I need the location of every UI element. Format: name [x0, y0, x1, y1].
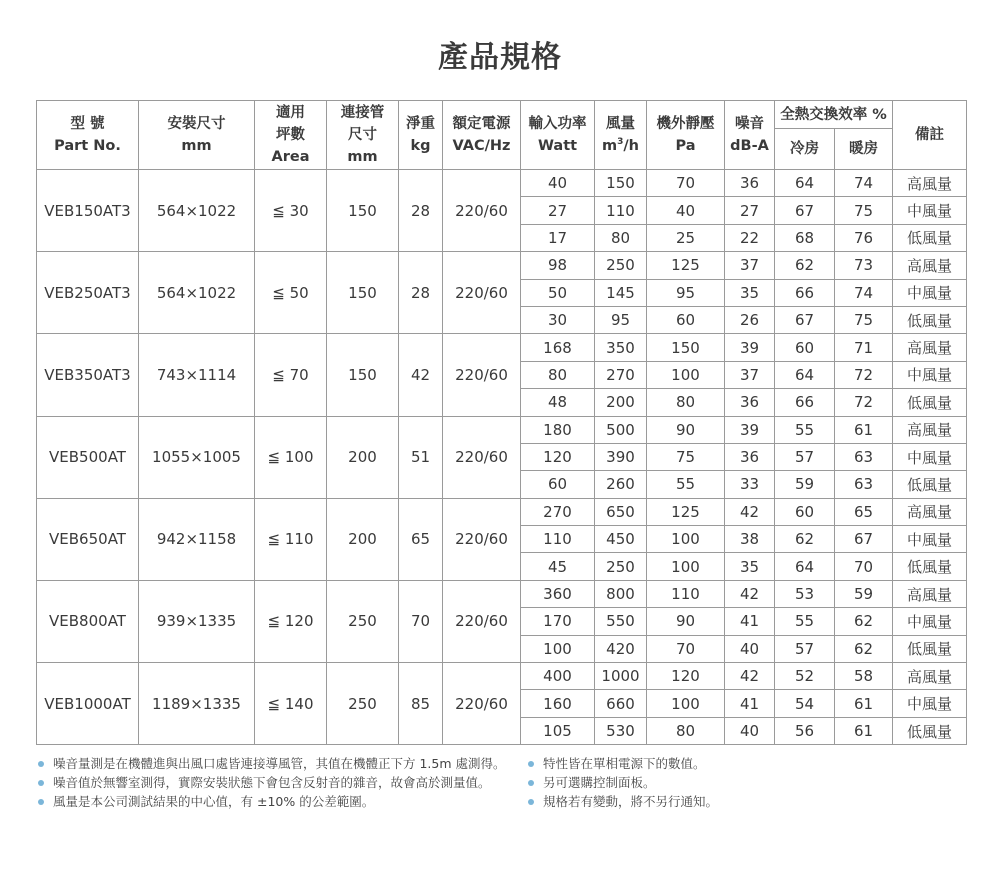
noise-cell: 36 [725, 443, 775, 470]
heating-cell: 71 [835, 334, 893, 361]
power-cell: 220/60 [443, 663, 521, 745]
weight-cell: 70 [399, 580, 443, 662]
remarks-cell: 低風量 [893, 553, 967, 580]
model-cell: VEB1000AT [37, 663, 139, 745]
heating-cell: 61 [835, 717, 893, 744]
airflow-cell: 390 [595, 443, 647, 470]
cooling-cell: 66 [775, 279, 835, 306]
header-heating: 暖房 [835, 129, 893, 170]
remarks-cell: 低風量 [893, 635, 967, 662]
cooling-cell: 66 [775, 389, 835, 416]
remarks-cell: 高風量 [893, 252, 967, 279]
notes-right [528, 754, 718, 811]
input-power-cell: 45 [521, 553, 595, 580]
airflow-cell: 660 [595, 690, 647, 717]
static-pressure-cell: 80 [647, 389, 725, 416]
note-item: 噪音量測是在機體進與出風口處皆連接導風管，其值在機體正下方 1.5m 處測得。 [38, 754, 506, 773]
header-efficiency: 全熱交換效率 % [775, 101, 893, 129]
noise-cell: 39 [725, 416, 775, 443]
remarks-cell: 低風量 [893, 389, 967, 416]
heating-cell: 74 [835, 279, 893, 306]
static-pressure-cell: 110 [647, 580, 725, 607]
header-weight: 淨重 kg [399, 101, 443, 170]
noise-cell: 40 [725, 635, 775, 662]
note-item: 規格若有變動，將不另行通知。 [528, 792, 718, 811]
cooling-cell: 67 [775, 306, 835, 333]
noise-cell: 27 [725, 197, 775, 224]
page-title: 產品規格 [438, 40, 562, 75]
area-cell: ≦ 50 [255, 252, 327, 334]
input-power-cell: 100 [521, 635, 595, 662]
table-row [37, 663, 967, 690]
heating-cell: 63 [835, 471, 893, 498]
noise-cell: 41 [725, 608, 775, 635]
area-cell: ≦ 110 [255, 498, 327, 580]
header-cooling: 冷房 [775, 129, 835, 170]
static-pressure-cell: 100 [647, 526, 725, 553]
static-pressure-cell: 55 [647, 471, 725, 498]
heating-cell: 75 [835, 306, 893, 333]
static-pressure-cell: 100 [647, 553, 725, 580]
input-power-cell: 270 [521, 498, 595, 525]
cooling-cell: 56 [775, 717, 835, 744]
remarks-cell: 高風量 [893, 580, 967, 607]
weight-cell: 28 [399, 252, 443, 334]
noise-cell: 26 [725, 306, 775, 333]
remarks-cell: 低風量 [893, 306, 967, 333]
table-row [37, 416, 967, 443]
noise-cell: 33 [725, 471, 775, 498]
airflow-cell: 350 [595, 334, 647, 361]
power-cell: 220/60 [443, 580, 521, 662]
note-item: 特性皆在單相電源下的數值。 [528, 754, 718, 773]
power-cell: 220/60 [443, 170, 521, 252]
heating-cell: 62 [835, 608, 893, 635]
airflow-cell: 250 [595, 553, 647, 580]
airflow-cell: 145 [595, 279, 647, 306]
size-cell: 564×1022 [139, 170, 255, 252]
pipe-cell: 250 [327, 663, 399, 745]
input-power-cell: 180 [521, 416, 595, 443]
airflow-cell: 500 [595, 416, 647, 443]
remarks-cell: 中風量 [893, 443, 967, 470]
cooling-cell: 53 [775, 580, 835, 607]
remarks-cell: 中風量 [893, 690, 967, 717]
remarks-cell: 低風量 [893, 224, 967, 251]
static-pressure-cell: 80 [647, 717, 725, 744]
noise-cell: 39 [725, 334, 775, 361]
airflow-cell: 260 [595, 471, 647, 498]
input-power-cell: 105 [521, 717, 595, 744]
static-pressure-cell: 25 [647, 224, 725, 251]
model-cell: VEB150AT3 [37, 170, 139, 252]
input-power-cell: 110 [521, 526, 595, 553]
table-row [37, 170, 967, 197]
input-power-cell: 400 [521, 663, 595, 690]
cooling-cell: 68 [775, 224, 835, 251]
cooling-cell: 64 [775, 170, 835, 197]
area-cell: ≦ 140 [255, 663, 327, 745]
remarks-cell: 中風量 [893, 361, 967, 388]
heating-cell: 75 [835, 197, 893, 224]
model-cell: VEB650AT [37, 498, 139, 580]
remarks-cell: 高風量 [893, 416, 967, 443]
area-cell: ≦ 100 [255, 416, 327, 498]
noise-cell: 35 [725, 279, 775, 306]
remarks-cell: 低風量 [893, 717, 967, 744]
cooling-cell: 55 [775, 608, 835, 635]
airflow-cell: 650 [595, 498, 647, 525]
airflow-cell: 270 [595, 361, 647, 388]
noise-cell: 36 [725, 170, 775, 197]
noise-cell: 37 [725, 361, 775, 388]
table-row [37, 580, 967, 607]
airflow-cell: 800 [595, 580, 647, 607]
size-cell: 939×1335 [139, 580, 255, 662]
pipe-cell: 150 [327, 170, 399, 252]
size-cell: 1055×1005 [139, 416, 255, 498]
area-cell: ≦ 30 [255, 170, 327, 252]
model-cell: VEB800AT [37, 580, 139, 662]
airflow-cell: 110 [595, 197, 647, 224]
cooling-cell: 55 [775, 416, 835, 443]
cooling-cell: 64 [775, 553, 835, 580]
cooling-cell: 62 [775, 526, 835, 553]
heating-cell: 67 [835, 526, 893, 553]
remarks-cell: 高風量 [893, 498, 967, 525]
heating-cell: 61 [835, 416, 893, 443]
size-cell: 1189×1335 [139, 663, 255, 745]
static-pressure-cell: 90 [647, 416, 725, 443]
airflow-cell: 200 [595, 389, 647, 416]
noise-cell: 40 [725, 717, 775, 744]
noise-cell: 36 [725, 389, 775, 416]
model-cell: VEB350AT3 [37, 334, 139, 416]
header-remarks: 備註 [893, 101, 967, 170]
input-power-cell: 17 [521, 224, 595, 251]
input-power-cell: 30 [521, 306, 595, 333]
remarks-cell: 低風量 [893, 471, 967, 498]
cooling-cell: 67 [775, 197, 835, 224]
input-power-cell: 27 [521, 197, 595, 224]
airflow-cell: 450 [595, 526, 647, 553]
remarks-cell: 高風量 [893, 334, 967, 361]
bullet-icon [528, 761, 534, 767]
model-cell: VEB500AT [37, 416, 139, 498]
noise-cell: 42 [725, 580, 775, 607]
heating-cell: 73 [835, 252, 893, 279]
airflow-cell: 250 [595, 252, 647, 279]
airflow-cell: 95 [595, 306, 647, 333]
static-pressure-cell: 100 [647, 690, 725, 717]
static-pressure-cell: 125 [647, 252, 725, 279]
weight-cell: 85 [399, 663, 443, 745]
weight-cell: 28 [399, 170, 443, 252]
spec-table-body [37, 170, 967, 745]
cooling-cell: 60 [775, 334, 835, 361]
airflow-cell: 150 [595, 170, 647, 197]
header-noise: 噪音 dB-A [725, 101, 775, 170]
static-pressure-cell: 100 [647, 361, 725, 388]
noise-cell: 42 [725, 663, 775, 690]
heating-cell: 76 [835, 224, 893, 251]
bullet-icon [528, 780, 534, 786]
heating-cell: 58 [835, 663, 893, 690]
weight-cell: 51 [399, 416, 443, 498]
size-cell: 564×1022 [139, 252, 255, 334]
header-pipe: 連接管 尺寸 mm [327, 101, 399, 170]
pipe-cell: 150 [327, 252, 399, 334]
header-airflow: 風量 $m^3/h$ [595, 101, 647, 170]
airflow-cell: 420 [595, 635, 647, 662]
static-pressure-cell: 120 [647, 663, 725, 690]
static-pressure-cell: 70 [647, 170, 725, 197]
header-static-pressure: 機外靜壓 Pa [647, 101, 725, 170]
static-pressure-cell: 75 [647, 443, 725, 470]
notes-left [38, 754, 506, 811]
spec-table [36, 100, 967, 745]
static-pressure-cell: 95 [647, 279, 725, 306]
airflow-cell: 550 [595, 608, 647, 635]
input-power-cell: 168 [521, 334, 595, 361]
pipe-cell: 250 [327, 580, 399, 662]
header-model: 型 號 Part No. [37, 101, 139, 170]
bullet-icon [38, 799, 44, 805]
header-area: 適用 坪數 Area [255, 101, 327, 170]
heating-cell: 65 [835, 498, 893, 525]
input-power-cell: 170 [521, 608, 595, 635]
weight-cell: 65 [399, 498, 443, 580]
cooling-cell: 54 [775, 690, 835, 717]
power-cell: 220/60 [443, 334, 521, 416]
remarks-cell: 高風量 [893, 170, 967, 197]
static-pressure-cell: 90 [647, 608, 725, 635]
remarks-cell: 中風量 [893, 279, 967, 306]
input-power-cell: 40 [521, 170, 595, 197]
input-power-cell: 48 [521, 389, 595, 416]
heating-cell: 72 [835, 361, 893, 388]
model-cell: VEB250AT3 [37, 252, 139, 334]
airflow-cell: 1000 [595, 663, 647, 690]
input-power-cell: 80 [521, 361, 595, 388]
cooling-cell: 57 [775, 635, 835, 662]
bullet-icon [38, 761, 44, 767]
power-cell: 220/60 [443, 252, 521, 334]
airflow-cell: 80 [595, 224, 647, 251]
noise-cell: 37 [725, 252, 775, 279]
heating-cell: 59 [835, 580, 893, 607]
noise-cell: 42 [725, 498, 775, 525]
size-cell: 942×1158 [139, 498, 255, 580]
cooling-cell: 59 [775, 471, 835, 498]
cooling-cell: 60 [775, 498, 835, 525]
pipe-cell: 150 [327, 334, 399, 416]
area-cell: ≦ 70 [255, 334, 327, 416]
cooling-cell: 57 [775, 443, 835, 470]
remarks-cell: 高風量 [893, 663, 967, 690]
table-row [37, 498, 967, 525]
remarks-cell: 中風量 [893, 526, 967, 553]
weight-cell: 42 [399, 334, 443, 416]
heating-cell: 61 [835, 690, 893, 717]
table-row [37, 334, 967, 361]
note-item: 噪音值於無響室測得，實際安裝狀態下會包含反射音的雜音，故會高於測量值。 [38, 773, 506, 792]
table-row [37, 252, 967, 279]
note-item: 另可選購控制面板。 [528, 773, 718, 792]
input-power-cell: 160 [521, 690, 595, 717]
noise-cell: 38 [725, 526, 775, 553]
input-power-cell: 360 [521, 580, 595, 607]
power-cell: 220/60 [443, 416, 521, 498]
heating-cell: 74 [835, 170, 893, 197]
noise-cell: 41 [725, 690, 775, 717]
input-power-cell: 98 [521, 252, 595, 279]
input-power-cell: 60 [521, 471, 595, 498]
remarks-cell: 中風量 [893, 197, 967, 224]
airflow-cell: 530 [595, 717, 647, 744]
input-power-cell: 50 [521, 279, 595, 306]
static-pressure-cell: 60 [647, 306, 725, 333]
size-cell: 743×1114 [139, 334, 255, 416]
area-cell: ≦ 120 [255, 580, 327, 662]
pipe-cell: 200 [327, 498, 399, 580]
header-size: 安裝尺寸 mm [139, 101, 255, 170]
input-power-cell: 120 [521, 443, 595, 470]
header-power-supply: 額定電源 VAC/Hz [443, 101, 521, 170]
static-pressure-cell: 125 [647, 498, 725, 525]
remarks-cell: 中風量 [893, 608, 967, 635]
heating-cell: 62 [835, 635, 893, 662]
cooling-cell: 64 [775, 361, 835, 388]
note-item: 風量是本公司測試結果的中心值，有 ±10% 的公差範圍。 [38, 792, 506, 811]
bullet-icon [528, 799, 534, 805]
noise-cell: 22 [725, 224, 775, 251]
cooling-cell: 62 [775, 252, 835, 279]
static-pressure-cell: 150 [647, 334, 725, 361]
static-pressure-cell: 40 [647, 197, 725, 224]
power-cell: 220/60 [443, 498, 521, 580]
pipe-cell: 200 [327, 416, 399, 498]
heating-cell: 63 [835, 443, 893, 470]
cooling-cell: 52 [775, 663, 835, 690]
bullet-icon [38, 780, 44, 786]
heating-cell: 70 [835, 553, 893, 580]
header-input-power: 輸入功率 Watt [521, 101, 595, 170]
static-pressure-cell: 70 [647, 635, 725, 662]
noise-cell: 35 [725, 553, 775, 580]
heating-cell: 72 [835, 389, 893, 416]
